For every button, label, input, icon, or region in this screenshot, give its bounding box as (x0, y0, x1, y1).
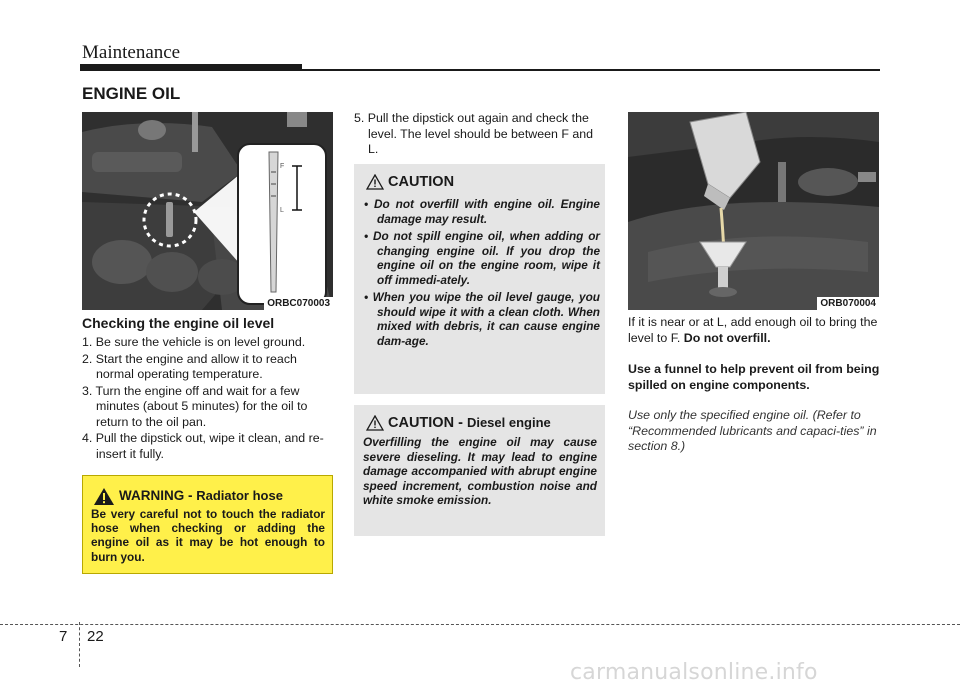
caution-box (354, 164, 605, 394)
add-oil-instruction: If it is near or at L, add enough oil to bring the level to F. (628, 315, 878, 345)
caution-diesel-subject: Diesel engine (466, 415, 551, 430)
warning-triangle-icon (94, 488, 114, 505)
caution-diesel-heading (388, 415, 551, 431)
oil-pour-illustration (628, 112, 879, 310)
warning-text: Be very careful not to touch the radiator hose when checking or adding the engine oil as it may be hot enough to burn you. (91, 507, 325, 564)
step-3: 3. Turn the engine off and wait for a few minutes (about 5 minutes) for the oil to return to the oil pan. (82, 383, 308, 429)
overfill-note: Do not overfill. (683, 330, 771, 345)
image-code-right: ORB070004 (817, 297, 879, 310)
step-4: 4. Pull the dipstick out, wipe it clean, and re-insert it fully. (82, 431, 324, 461)
engine-bay-illustration (82, 112, 333, 310)
watermark: carmanualsonline.info (570, 660, 818, 685)
warning-box (82, 475, 333, 574)
funnel-note: Use a funnel to help prevent oil from being spilled on engine components. (628, 362, 880, 392)
caution-item: • When you wipe the oil level gauge, you should wipe it with a clean cloth. When mixed with debris, it can cause engine dam-age. (364, 290, 600, 348)
caution-diesel-box (354, 405, 605, 536)
section-title: ENGINE OIL (82, 84, 181, 103)
caution-item: • Do not overfill with engine oil. Engine damage may result. (364, 197, 600, 226)
caution-triangle-icon (366, 174, 384, 190)
engine-dipstick-image (82, 112, 333, 310)
oil-funnel-image (628, 112, 879, 310)
footer-rule (0, 624, 960, 625)
caution-diesel-text: Overfilling the engine oil may cause severe dieseling. It may lead to engine damage accompanied with abrupt engine speed increment, combustion noise and white smoke emission. (363, 435, 597, 507)
caution-list (364, 197, 600, 351)
caution-diesel-label: CAUTION - (388, 415, 467, 431)
warning-subject: Radiator hose (196, 488, 283, 503)
checking-heading: Checking the engine oil level (82, 315, 275, 331)
step-1: 1. Be sure the vehicle is on level ground. (82, 335, 306, 349)
step-2: 2. Start the engine and allow it to reach normal operating temperature. (82, 351, 297, 381)
caution-heading: CAUTION (388, 174, 455, 190)
page-number: 22 (87, 628, 104, 645)
footer-divider (79, 622, 80, 667)
checking-steps (82, 335, 334, 463)
add-oil-text (628, 315, 880, 346)
header-title: Maintenance (82, 42, 181, 63)
oil-spec-note: Use only the specified engine oil. (Refer to “Recommended lubricants and capaci-ties” in section 8.) (628, 408, 877, 453)
step-5: 5. Pull the dipstick out again and check the level. The level should be between F and L. (354, 111, 594, 156)
chapter-number: 7 (59, 628, 68, 645)
caution-item: • Do not spill engine oil, when adding or changing engine oil. If you drop the engine oil on the engine room, wipe it off immedi-ately. (364, 229, 600, 287)
dipstick-mark-f: F (280, 163, 285, 170)
header-rule (80, 69, 880, 71)
warning-label: WARNING - (119, 488, 197, 503)
dipstick-mark-l: L (280, 207, 284, 214)
image-code-left: ORBC070003 (264, 297, 333, 310)
warning-heading (119, 488, 283, 503)
caution-triangle-icon (366, 415, 384, 431)
